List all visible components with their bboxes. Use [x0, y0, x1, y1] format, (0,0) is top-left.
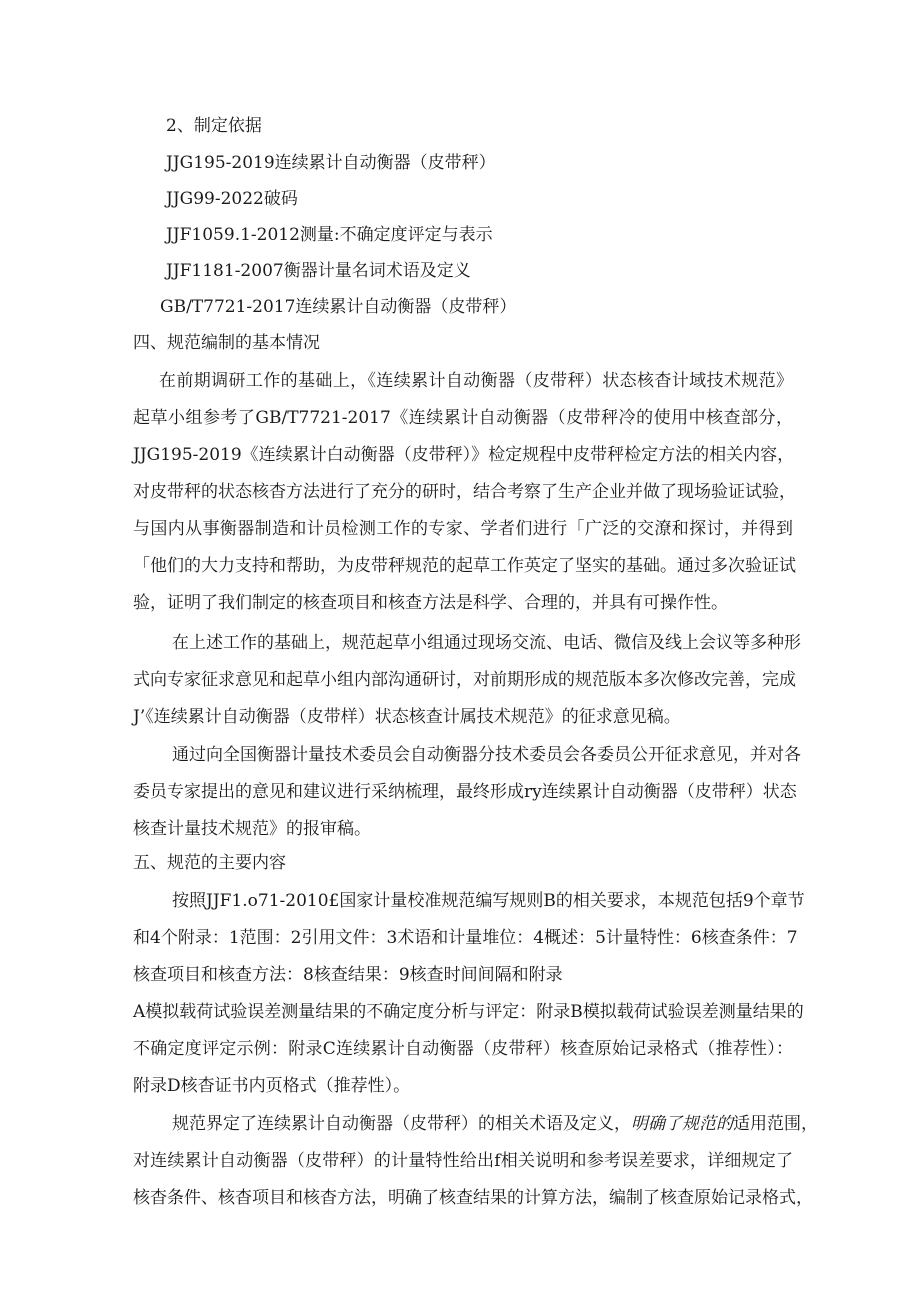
italic-phrase: 明确了规范的	[631, 1114, 733, 1134]
paragraph-line: 附录D核杳证书内页格式（推荐性）。	[133, 1076, 411, 1096]
paragraph-line: 委员专家提出的意见和建议进行采纳梳理，最终形成ry连续累计自动衡器（皮带秤）状态	[133, 782, 797, 802]
paragraph-line: JJG195-2019《连续累计白动衡器（皮带秤）》检定规程中皮带秤检定方法的相关内容，	[133, 445, 795, 465]
section-heading: 五、规范的主要内容	[133, 853, 286, 873]
paragraph-line: 式向专家征求意见和起草小组内部沟通研讨，对前期形成的规范版本多次修改完善，完成	[133, 670, 796, 690]
basis-heading: 2、制定依据	[166, 116, 262, 136]
reference-item: JJG99-2022破码	[166, 189, 298, 209]
paragraph-line: 与国内从事衡器制造和计员检测工作的专家、学者们进行「广泛的交潦和探讨，并得到	[133, 519, 793, 539]
paragraph-line: 对皮带秤的状态核杳方法进行了充分的研时，结合考察了生产企业并做了现场验证试验，	[133, 482, 796, 502]
paragraph-line: 在前期调研工作的基础上，《连续累计自动衡器（皮带秤）状态核杳计域技术规范》	[159, 371, 793, 391]
paragraph-line: 起草小组参考了GB/T7721-2017《连续累计自动衡器（皮带秤冷的使用中核查部分，	[133, 408, 793, 428]
reference-item: JJF1181-2007衡器计量名词术语及定义	[166, 261, 471, 281]
paragraph-line: A模拟载荷试验误差测量结果的不确定度分析与评定：附录B模拟载荷试验误差测量结果的	[133, 1002, 804, 1022]
paragraph-text: 规范界定了连续累计自动衡器（皮带秤）的相关术语及定义，	[172, 1114, 631, 1134]
reference-item: GB/T7721-2017连续累计自动衡器（皮带秤）	[160, 297, 517, 317]
paragraph-line: 按照JJF1.o71-2010£国家计量校准规范编写规则B的相关要求，本规范包括9个章节	[172, 891, 805, 911]
paragraph-line: 验，证明了我们制定的核查项目和核查方法是科学、合理的，并具有可操作性。	[133, 593, 728, 613]
reference-item: JJG195-2019连续累计自动衡器（皮带秤）	[166, 153, 496, 173]
paragraph-line: 和4个附录：1范围：2引用文件：3术语和计量堆位：4概述：5计量特性：6核查条件：7	[133, 928, 798, 948]
paragraph-line	[172, 1112, 818, 1136]
paragraph-line: 通过向全国衡器计量技术委员会自动衡器分技术委员会各委员公开征求意见，并对各	[172, 745, 801, 765]
paragraph-line: 核查项目和核查方法：8核查结果：9核查时间间隔和附录	[133, 965, 563, 985]
paragraph-line: 在上述工作的基础上，规范起草小组通过现场交流、电话、微信及线上会议等多种形	[172, 633, 801, 653]
paragraph-line: 核查计量技术规范》的报审稿。	[133, 819, 371, 839]
paragraph-line: 不确定度评定示例：附录C连续累计自动衡器（皮带秤）核查原始记录格式（推荐性）：	[133, 1039, 793, 1059]
section-heading: 四、规范编制的基本情况	[133, 333, 320, 353]
paragraph-line: 核杳条件、核杳项目和核杳方法，明确了核查结果的计算方法，编制了核查原始记录格式，	[133, 1188, 813, 1208]
reference-item: JJF1059.1-2012测量:不确定度评定与表示	[166, 225, 493, 245]
paragraph-line: 对连续累计自动衡器（皮带秤）的计量特性给出f相关说明和参考误差要求，详细规定了	[133, 1151, 793, 1171]
paragraph-line: J’《连续累计自动衡器（皮带样）状态核查计属技术规范》的征求意见稿。	[133, 707, 681, 727]
paragraph-text: 适用范围，	[733, 1114, 818, 1134]
paragraph-line: 「他们的大力支持和帮助，为皮带秤规范的起草工作英定了坚实的基础。通过多次验证试	[133, 556, 796, 576]
